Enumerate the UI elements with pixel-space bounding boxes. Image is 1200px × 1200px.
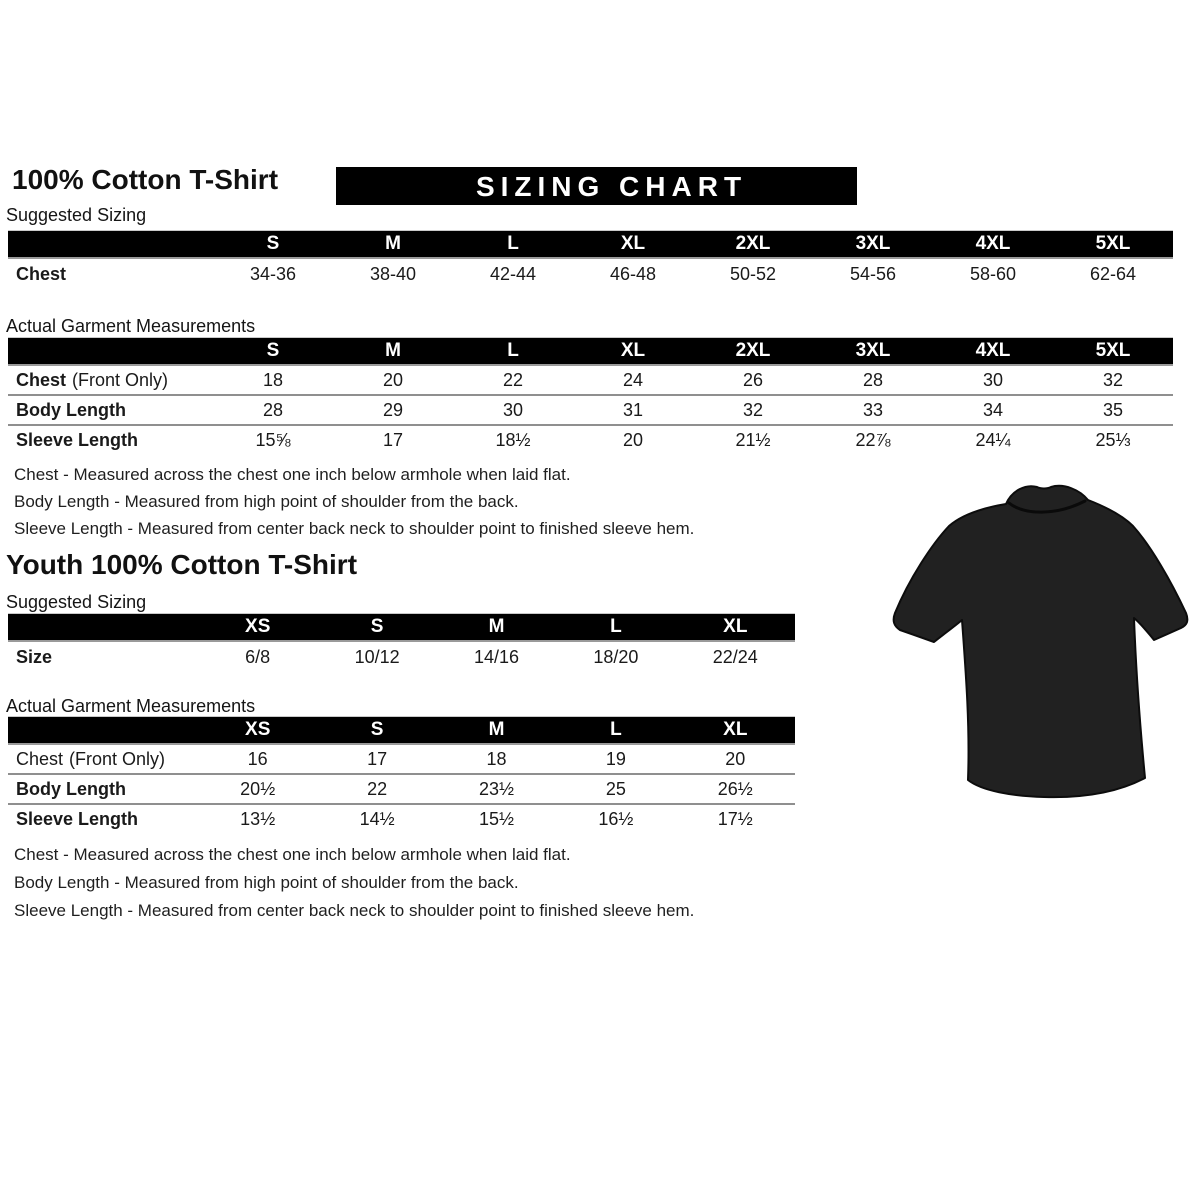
measurement-value: 33 [862,399,884,420]
measurement-value: 28 [262,399,284,420]
measurement-value: 20 [382,369,404,390]
row-label-main: Body Length [16,778,126,799]
measurement-value: 54-56 [849,263,897,284]
size-column-header: XS [245,719,271,740]
size-column-header: XL [723,719,748,740]
table-header-row [8,231,1173,259]
size-column-header: M [488,719,505,740]
measurement-value: 16½ [598,808,634,829]
measurement-value: 26 [742,369,764,390]
measurement-value: 18 [262,369,284,390]
size-column-header: L [507,340,519,361]
measurement-value: 15⅝ [255,429,291,450]
measurement-value: 50-52 [729,263,777,284]
measurement-value: 22 [502,369,524,390]
measurement-value: 17½ [717,808,753,829]
size-column-header: 4XL [975,340,1011,361]
measurement-value: 25 [605,778,626,799]
page-title: 100% Cotton T-Shirt [12,164,279,195]
size-column-header: 3XL [855,233,891,254]
table-row [8,803,795,833]
size-column-header: XL [620,340,646,361]
size-column-header: XL [723,616,748,637]
note-line: Sleeve Length - Measured from center back neck to shoulder point to finished sleeve hem. [14,519,695,538]
measurement-value: 30 [502,399,524,420]
row-label [8,430,213,451]
measurement-value: 29 [382,399,404,420]
table-row [8,642,795,672]
measurement-value: 17 [367,748,388,769]
note-line: Chest - Measured across the chest one inch below armhole when laid flat. [14,465,571,484]
measurement-value: 20 [725,748,746,769]
size-column-header: S [370,616,384,637]
size-column-header: L [610,719,622,740]
measurement-value: 28 [862,369,884,390]
size-column-header: 2XL [735,233,771,254]
measurement-value: 14½ [359,808,395,829]
adult-actual-measurements-table [8,337,1173,454]
table-row [8,424,1173,454]
row-label [8,809,198,830]
measurement-value: 22/24 [712,646,758,667]
measurement-value: 31 [622,399,644,420]
measurement-value: 14/16 [473,646,520,667]
row-label [8,779,198,800]
size-column-header: L [610,616,622,637]
measurement-value: 20 [622,429,644,450]
measurement-value: 10/12 [354,646,400,667]
measurement-value: 16 [247,748,268,769]
row-label-main: Sleeve Length [16,808,139,829]
row-label-suffix: (Front Only) [72,369,169,390]
note-line: Chest - Measured across the chest one inch below armhole when laid flat. [14,845,571,864]
measurement-value: 62-64 [1089,263,1137,284]
size-column-header: 5XL [1095,233,1131,254]
measurement-value: 15½ [478,808,515,829]
table-header-row [8,338,1173,366]
measurement-value: 35 [1102,399,1124,420]
youth-actual-measurements-table [8,716,795,833]
measurement-value: 6/8 [245,646,271,667]
size-column-header: 2XL [735,340,771,361]
row-label-main: Body Length [16,399,126,420]
youth-suggested-sizing-table [8,613,795,672]
row-label: Size [16,646,53,667]
table-row [8,394,1173,424]
adult-suggested-sizing-table [8,230,1173,289]
youth-actual-measurements-label: Actual Garment Measurements [6,696,256,716]
note-line: Body Length - Measured from high point of shoulder from the back. [14,873,519,892]
adult-measurement-notes [14,461,694,542]
measurement-value: 18/20 [593,646,639,667]
measurement-value: 25⅓ [1095,429,1131,450]
table-header-row [8,717,795,745]
size-column-header: 5XL [1095,340,1131,361]
measurement-value: 24 [622,369,644,390]
measurement-value: 26½ [717,778,753,799]
table-row [8,259,1173,289]
measurement-value: 24¼ [975,429,1011,450]
row-label-main: Sleeve Length [16,429,139,450]
tshirt-image [882,480,1194,802]
row-label: Chest [16,263,67,284]
measurement-value: 32 [742,399,764,420]
size-column-header: S [370,719,384,740]
row-label [8,400,213,421]
size-column-header: L [507,233,519,254]
measurement-value: 19 [605,748,626,769]
size-column-header: XS [245,616,271,637]
size-column-header: M [488,616,505,637]
measurement-value: 18½ [495,429,531,450]
measurement-value: 46-48 [609,263,657,284]
size-column-header: M [385,340,401,361]
size-column-header: M [385,233,401,254]
size-column-header: XL [620,233,646,254]
measurement-value: 18 [486,748,507,769]
measurement-value: 38-40 [369,263,417,284]
measurement-value: 32 [1102,369,1124,390]
row-label-main: Chest [16,748,64,769]
sizing-chart-banner: SIZING CHART [336,167,857,205]
row-label-main: Chest [16,369,67,390]
measurement-value: 13½ [240,808,276,829]
youth-measurement-notes [14,841,694,925]
note-line: Sleeve Length - Measured from center back neck to shoulder point to finished sleeve hem. [14,901,695,920]
row-label [8,749,198,770]
youth-suggested-sizing-label: Suggested Sizing [6,592,147,612]
size-column-header: S [266,340,280,361]
table-row [8,366,1173,394]
size-column-header: 3XL [855,340,891,361]
measurement-value: 22⅞ [855,429,891,450]
measurement-value: 17 [382,429,404,450]
youth-section-title: Youth 100% Cotton T-Shirt [6,549,358,580]
size-column-header: 4XL [975,233,1011,254]
row-label [8,370,213,391]
measurement-value: 34-36 [249,263,297,284]
measurement-value: 34 [982,399,1004,420]
adult-suggested-sizing-label: Suggested Sizing [6,205,147,225]
measurement-value: 23½ [478,778,515,799]
size-column-header: S [266,233,280,254]
measurement-value: 30 [982,369,1004,390]
measurement-value: 42-44 [489,263,537,284]
table-header-row [8,614,795,642]
adult-actual-measurements-label: Actual Garment Measurements [6,316,256,336]
measurement-value: 22 [367,778,388,799]
measurement-value: 20½ [240,778,276,799]
row-label-suffix: (Front Only) [69,748,166,769]
table-row [8,773,795,803]
note-line: Body Length - Measured from high point of shoulder from the back. [14,492,519,511]
measurement-value: 58-60 [969,263,1017,284]
measurement-value: 21½ [735,429,771,450]
table-row [8,745,795,773]
